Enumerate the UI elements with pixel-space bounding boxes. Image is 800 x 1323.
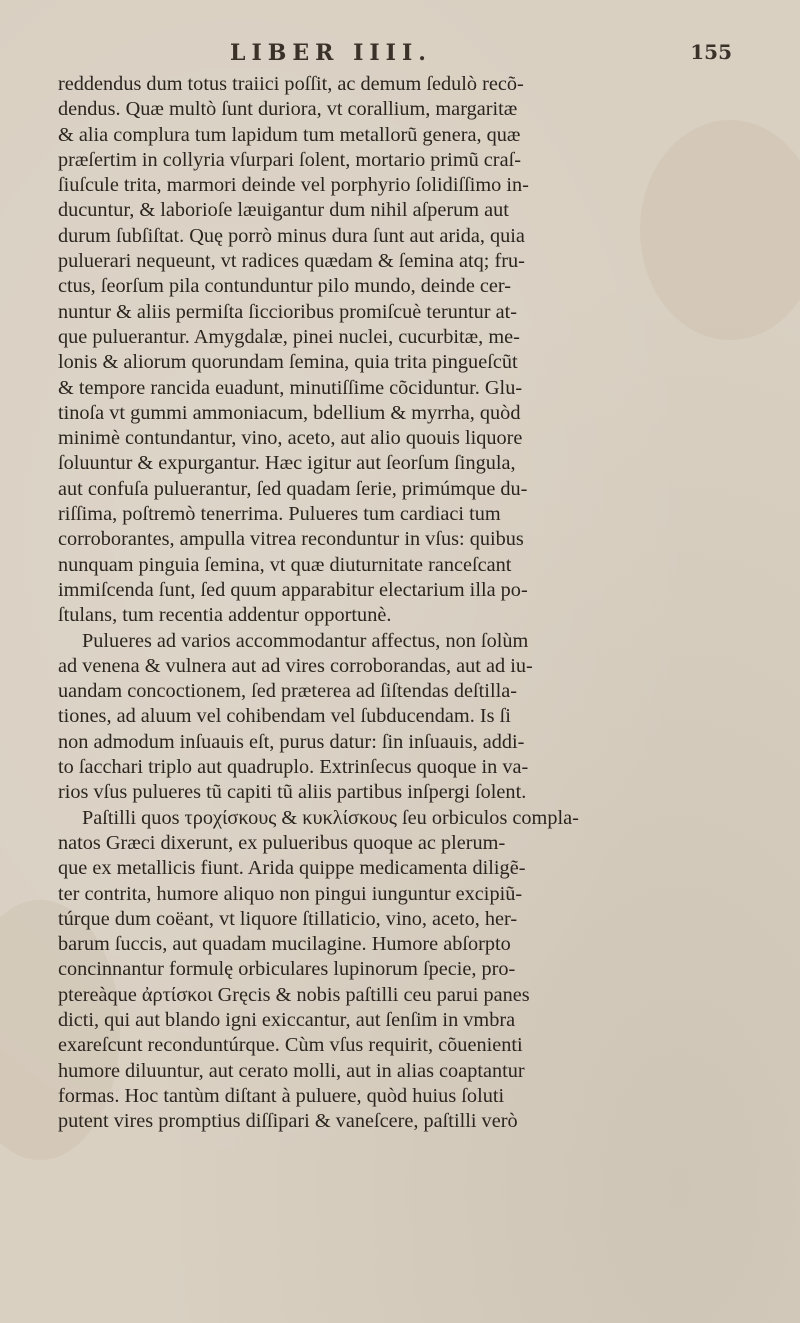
- text-line: ad venena & vulnera aut ad vires corroborandas, aut ad iu-: [58, 654, 533, 677]
- text-line: tinoſa vt gummi ammoniacum, bdellium & myrrha, quòd: [58, 401, 521, 424]
- paragraph-2: [58, 629, 758, 806]
- text-line: natos Græci dixerunt, ex pulueribus quoque ac plerum-: [58, 831, 506, 854]
- text-line: tiones, ad aluum vel cohibendam vel ſubducendam. Is ſi: [58, 705, 511, 728]
- text-line: nuntur & aliis permiſta ſiccioribus promiſcuè teruntur at-: [58, 300, 518, 323]
- text-line: corroborantes, ampulla vitrea reconduntur in vſus: quibus: [58, 528, 524, 551]
- text-line: aut confuſa puluerantur, ſed quadam ſerie, primúmque du-: [58, 477, 528, 500]
- text-line: to ſacchari triplo aut quadruplo. Extrinſecus quoque in va-: [58, 756, 529, 779]
- text-line: concinnantur formulę orbiculares lupinorum ſpecie, pro-: [58, 958, 516, 981]
- text-line: barum ſuccis, aut quadam mucilagine. Humore abſorpto: [58, 933, 511, 956]
- text-line: puluerari nequeunt, vt radices quædam & ſemina atq; fru-: [58, 250, 525, 273]
- text-line: rios vſus pulueres tũ capiti tũ aliis partibus inſpergi ſolent.: [58, 781, 527, 804]
- text-line: ſiuſcule trita, marmori deinde vel porphyrio ſolidiſſimo in-: [58, 174, 529, 197]
- text-line: ctus, ſeorſum pila contunduntur pilo mundo, deinde cer-: [58, 275, 512, 298]
- paragraph-3: [58, 806, 758, 1135]
- text-line: lonis & aliorum quorundam ſemina, quia trita pingueſcũt: [58, 351, 518, 374]
- text-line: præſertim in collyria vſurpari ſolent, mortario primũ craſ-: [58, 148, 521, 171]
- running-head: LIBER IIII.: [230, 40, 432, 66]
- text-line: uandam concoctionem, ſed præterea ad ſiſtendas deſtilla-: [58, 680, 517, 703]
- text-line: dendus. Quæ multò ſunt duriora, vt corallium, margaritæ: [58, 98, 518, 121]
- text-line: minimè contundantur, vino, aceto, aut alio quouis liquore: [58, 427, 523, 450]
- text-line: ſtulans, tum recentia addentur opportunè.: [58, 604, 392, 627]
- text-line: nunquam pinguia ſemina, vt quæ diuturnitate ranceſcant: [58, 553, 512, 576]
- text-line: Paſtilli quos τροχίσκους & κυκλίσκους ſeu orbiculos compla-: [82, 806, 579, 829]
- text-line: ſoluuntur & expurgantur. Hæc igitur aut ſeorſum ſingula,: [58, 452, 516, 475]
- text-line: & alia complura tum lapidum tum metallorũ genera, quæ: [58, 123, 521, 146]
- text-line: immiſcenda ſunt, ſed quum apparabitur electarium illa po-: [58, 578, 528, 601]
- text-line: & tempore rancida euadunt, minutiſſime cõciduntur. Glu-: [58, 376, 523, 399]
- text-line: que puluerantur. Amygdalæ, pinei nuclei, cucurbitæ, me-: [58, 325, 520, 348]
- text-line: ter contrita, humore aliquo non pingui iunguntur excipiũ-: [58, 882, 523, 905]
- text-line: riſſima, poſtremò tenerrima. Pulueres tum cardiaci tum: [58, 503, 501, 526]
- text-line: ptereàque ἀρτίσκοι Gręcis & nobis paſtilli ceu parui panes: [58, 983, 530, 1006]
- text-line: exareſcunt reconduntúrque. Cùm vſus requirit, cõuenienti: [58, 1034, 523, 1057]
- text-line: ducuntur, & laborioſe læuigantur dum nihil aſperum aut: [58, 199, 509, 222]
- text-line: formas. Hoc tantùm diſtant à puluere, quòd huius ſoluti: [58, 1084, 505, 1107]
- text-line: non admodum inſuauis eſt, purus datur: ſin inſuauis, addi-: [58, 730, 525, 753]
- paragraph-1: [58, 72, 758, 629]
- text-line: Pulueres ad varios accommodantur affectus, non ſolùm: [82, 629, 529, 652]
- text-line: que ex metallicis fiunt. Arida quippe medicamenta diligẽ-: [58, 857, 526, 880]
- text-line: durum ſubſiſtat. Quę porrò minus dura ſunt aut arida, quia: [58, 224, 525, 247]
- text-line: putent vires promptius diſſipari & vaneſcere, paſtilli verò: [58, 1110, 518, 1133]
- text-line: humore diluuntur, aut cerato molli, aut in alias coaptantur: [58, 1059, 525, 1082]
- body-text: [58, 72, 758, 1134]
- text-line: reddendus dum totus traiici poſſit, ac demum ſedulò recõ-: [58, 73, 524, 95]
- text-line: túrque dum coëant, vt liquore ſtillaticio, vino, aceto, her-: [58, 907, 518, 930]
- text-line: dicti, qui aut blando igni exiccantur, aut ſenſim in vmbra: [58, 1008, 516, 1031]
- page-number: 155: [690, 40, 732, 64]
- page-header: [60, 40, 740, 68]
